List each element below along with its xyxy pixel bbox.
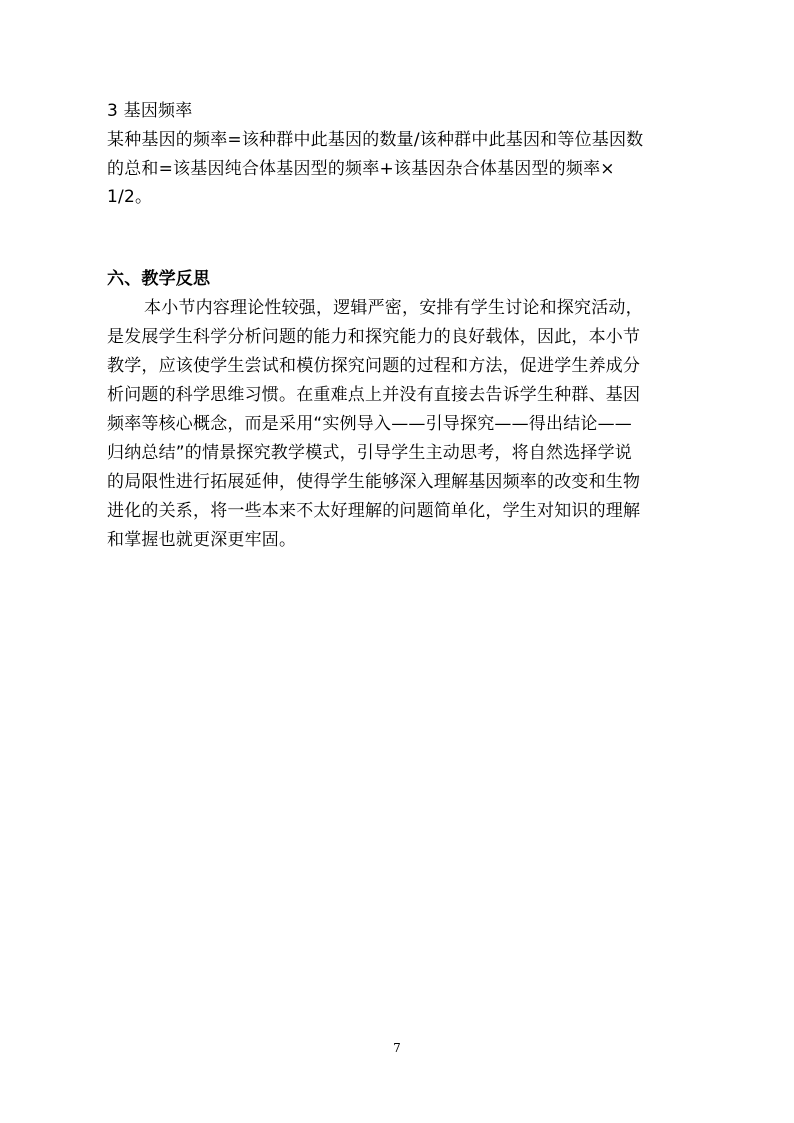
section-3-line-2: 的总和=该基因纯合体基因型的频率+该基因杂合体基因型的频率× <box>107 159 615 179</box>
page-number: 7 <box>393 1041 401 1055</box>
section-6-line-5: 频率等核心概念，而是采用“实例导入——引导探究——得出结论—— <box>107 414 633 434</box>
section-6-line-6: 归纳总结”的情景探究教学模式，引导学生主动思考，将自然选择学说 <box>107 443 633 463</box>
section-3-heading: 3 基因频率 <box>107 101 193 121</box>
section-3-line-1: 某种基因的频率=该种群中此基因的数量/该种群中此基因和等位基因数 <box>107 130 644 150</box>
section-6-line-3: 教学，应该使学生尝试和模仿探究问题的过程和方法，促进学生养成分 <box>107 356 641 376</box>
section-6-line-8: 进化的关系，将一些本来不太好理解的问题简单化，学生对知识的理解 <box>107 501 641 521</box>
section-6-line-4: 析问题的科学思维习惯。在重难点上并没有直接去告诉学生种群、基因 <box>107 385 641 405</box>
section-6-line-7: 的局限性进行拓展延伸，使得学生能够深入理解基因频率的改变和生物 <box>107 472 641 492</box>
section-6-heading: 六、教学反思 <box>107 269 211 289</box>
section-3-line-3: 1/2。 <box>107 187 153 207</box>
section-6-line-9: 和掌握也就更深更牢固。 <box>107 530 297 550</box>
section-6-line-2: 是发展学生科学分析问题的能力和探究能力的良好载体，因此，本小节 <box>107 327 641 347</box>
section-6-line-1: 本小节内容理论性较强，逻辑严密，安排有学生讨论和探究活动， <box>144 298 643 318</box>
